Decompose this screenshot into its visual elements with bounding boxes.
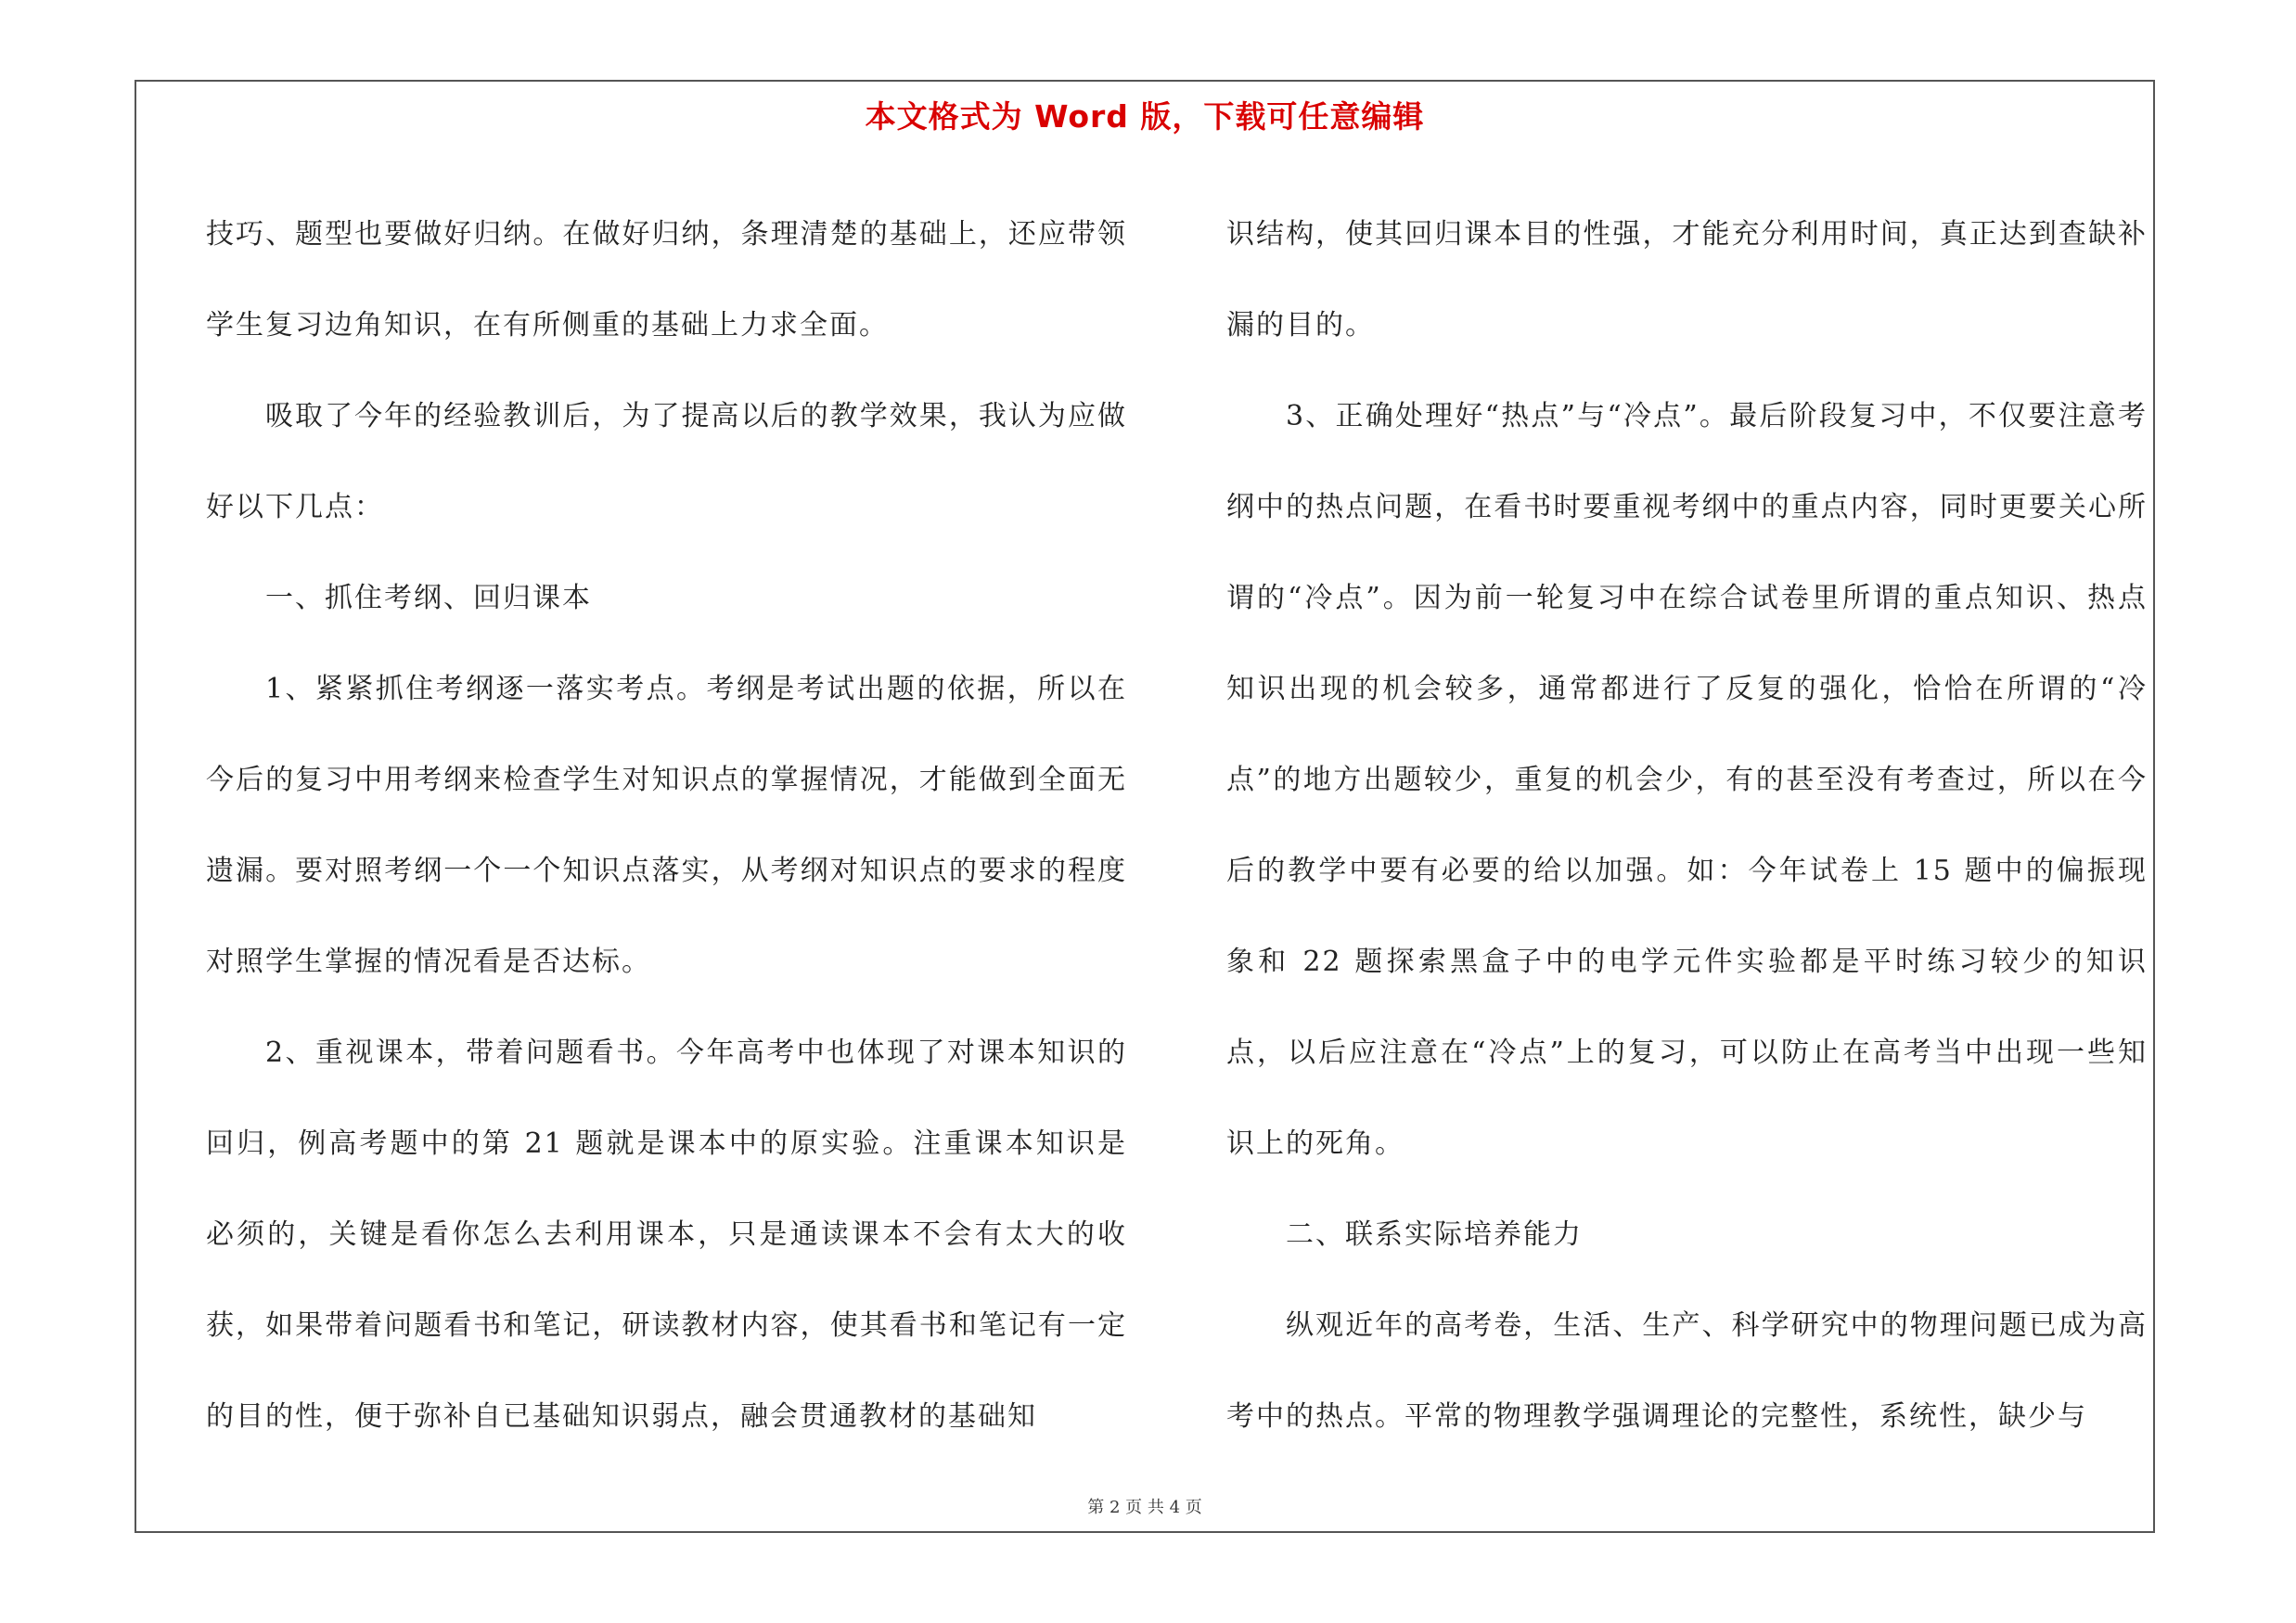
section-heading-one: 一、抓住考纲、回归课本 — [265, 582, 592, 614]
section-heading-two: 二、联系实际培养能力 — [1286, 1218, 1583, 1251]
paragraph-practice: 纵观近年的高考卷，生活、生产、科学研究中的物理问题已成为高考中的热点。平常的物理教学强调理论的完整性，系统性，缺少与 — [1226, 1309, 2148, 1433]
page-footer: 第 2 页 共 4 页 — [1087, 1498, 1202, 1517]
page-frame — [135, 80, 2155, 1533]
left-column — [206, 189, 1127, 1462]
paragraph-lessons: 吸取了今年的经验教训后，为了提高以后的教学效果，我认为应做好以下几点： — [206, 400, 1127, 523]
paragraph-point-2: 2、重视课本，带着问题看书。今年高考中也体现了对课本知识的回归，例高考题中的第 21 题就是课本中的原实验。注重课本知识是必须的，关键是看你怎么去利用课本，只是通读课本不会有太大的收获，如果带着问题看书和笔记，研读教材内容，使其看书和笔记有一定的目的性，便于弥补自已基础知识弱点，融会贯通教材的基础知 — [206, 1037, 1127, 1433]
paragraph-point-3: 3、正确处理好“热点”与“冷点”。最后阶段复习中，不仅要注意考纲中的热点问题，在看书时要重视考纲中的重点内容，同时更要关心所谓的“冷点”。因为前一轮复习中在综合试卷里所谓的重点知识、热点知识出现的机会较多，通常都进行了反复的强化，恰恰在所谓的“冷点”的地方出题较少，重复的机会少，有的甚至没有考查过，所以在今后的教学中要有必要的给以加强。如：今年试卷上 15 题中的偏振现象和 22 题探索黑盒子中的电学元件实验都是平时练习较少的知识点，以后应注意在“冷点”上的复习，可以防止在高考当中出现一些知识上的死角。 — [1226, 400, 2148, 1160]
right-column — [1226, 189, 2148, 1462]
paragraph-point-1: 1、紧紧抓住考纲逐一落实考点。考纲是考试出题的依据，所以在今后的复习中用考纲来检查学生对知识点的掌握情况，才能做到全面无遗漏。要对照考纲一个一个知识点落实，从考纲对知识点的要求的程度对照学生掌握的情况看是否达标。 — [206, 673, 1127, 978]
paragraph-continuation: 识结构，使其回归课本目的性强，才能充分利用时间，真正达到查缺补漏的目的。 — [1226, 218, 2148, 341]
paragraph-continuation: 技巧、题型也要做好归纳。在做好归纳，条理清楚的基础上，还应带领学生复习边角知识，在有所侧重的基础上力求全面。 — [206, 218, 1127, 341]
header-banner: 本文格式为 Word 版，下载可任意编辑 — [865, 98, 1425, 135]
